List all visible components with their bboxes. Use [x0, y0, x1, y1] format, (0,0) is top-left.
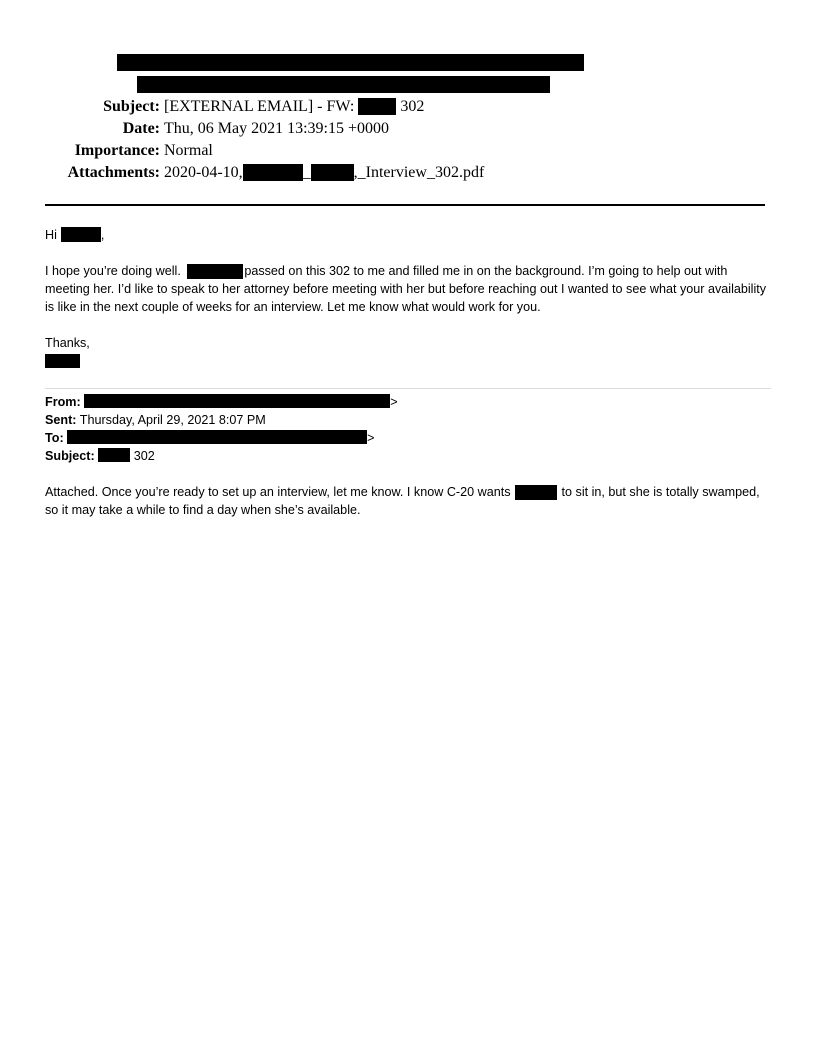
- redacted-to-header: [137, 76, 550, 93]
- attachment-mid: _: [302, 164, 311, 181]
- header-date-value: Thu, 06 May 2021 13:39:15 +0000: [164, 120, 390, 137]
- forward-to-row: [45, 429, 375, 447]
- forward-subject-suffix: 302: [133, 449, 155, 463]
- forward-subject-row: [45, 447, 155, 465]
- header-importance-label: Importance:: [74, 142, 160, 159]
- forward-divider: [45, 388, 771, 389]
- forward-to-suffix: >: [367, 431, 375, 445]
- forward-sent-row: [45, 411, 266, 429]
- forward-body-rest: to sit in, but she is totally swamped, so it may take a while to find a day when she’s available.: [45, 485, 760, 517]
- forward-from-row: [45, 393, 398, 411]
- greeting-text: Hi: [45, 228, 57, 242]
- forward-body-start: Attached. Once you’re ready to set up an interview, let me know. I know C-20 wants: [45, 485, 511, 499]
- signoff-text: Thanks,: [45, 336, 90, 350]
- forward-from-label: From:: [45, 395, 81, 409]
- header-subject-label: Subject:: [103, 98, 160, 115]
- redacted-name: [187, 264, 243, 279]
- attachment-suffix: ,_Interview_302.pdf: [353, 164, 485, 181]
- redacted-name: [358, 98, 396, 115]
- redacted-signature: [45, 354, 80, 368]
- forward-sent-value: Thursday, April 29, 2021 8:07 PM: [79, 413, 266, 427]
- redacted-email: [67, 430, 367, 444]
- redacted-name: [311, 164, 354, 181]
- message-paragraph: [45, 262, 775, 316]
- redacted-email: [84, 394, 390, 408]
- forward-sent-label: Sent:: [45, 413, 77, 427]
- redacted-name: [98, 448, 130, 462]
- header-date-label: Date:: [122, 120, 160, 137]
- header-divider: [45, 204, 765, 206]
- signoff: [45, 334, 775, 352]
- header-attachments-label: Attachments:: [67, 164, 160, 181]
- redacted-name: [515, 485, 557, 500]
- forward-subject-label: Subject:: [45, 449, 95, 463]
- paragraph-start: I hope you’re doing well.: [45, 264, 181, 278]
- attachment-prefix: 2020-04-10,: [164, 164, 243, 181]
- header-subject-prefix: [EXTERNAL EMAIL] - FW:: [164, 98, 355, 115]
- greeting: [45, 226, 775, 244]
- header-subject-value: [164, 96, 424, 118]
- header-attachments-value[interactable]: [164, 162, 484, 184]
- forward-body: [45, 483, 775, 519]
- forward-to-label: To:: [45, 431, 64, 445]
- header-importance-value: Normal: [164, 142, 213, 159]
- redacted-name: [61, 227, 101, 242]
- redacted-name: [243, 164, 303, 181]
- forward-from-suffix: >: [390, 395, 398, 409]
- redacted-from-header: [117, 54, 584, 71]
- header-subject-suffix: 302: [400, 98, 425, 115]
- paragraph-rest: passed on this 302 to me and filled me in on the background. I’m going to help out with meeting her. I’d like to speak to her attorney before meeting with her but before reaching out I wanted to see what your availability is like in the next couple of weeks for an interview. Let me know what would work for you.: [45, 264, 767, 314]
- greeting-punct: ,: [100, 228, 105, 242]
